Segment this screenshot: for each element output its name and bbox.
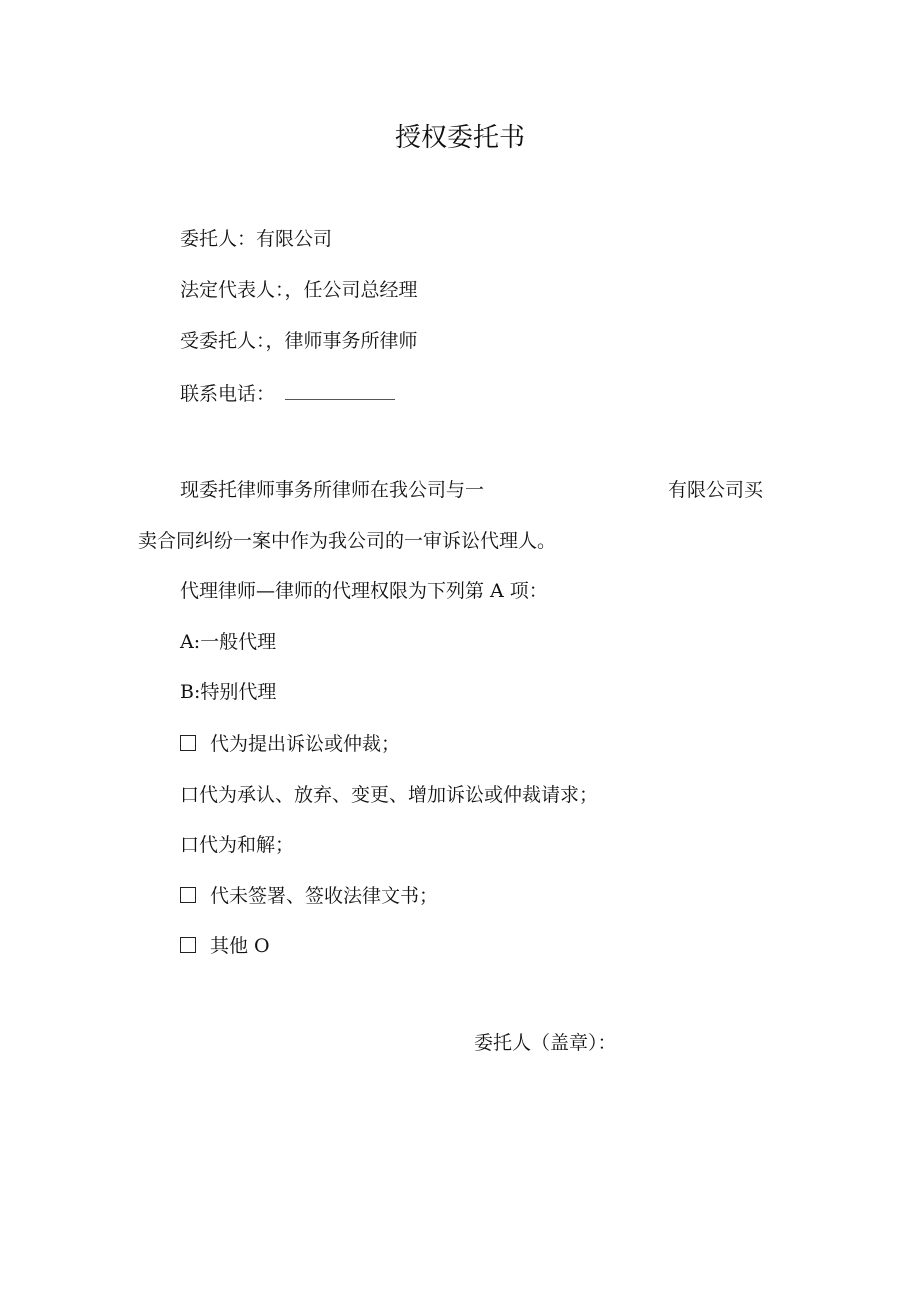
list-item bbox=[180, 934, 270, 958]
list-item: 口代为承认、放弃、变更、增加诉讼或仲裁请求； bbox=[180, 784, 599, 806]
paragraph-1-part-2: 有限公司买 bbox=[668, 479, 764, 501]
option-b: B:特别代理 bbox=[180, 681, 277, 703]
signature-line: 委托人（盖章）： bbox=[474, 1032, 617, 1054]
document-title: 授权委托书 bbox=[394, 123, 525, 153]
authority-paragraph: 代理律师—律师的代理权限为下列第 A 项： bbox=[180, 580, 548, 602]
phone-label: 联系电话： bbox=[180, 383, 276, 405]
list-item: 口代为和解； bbox=[180, 834, 295, 856]
paragraph-1-part-1: 现委托律师事务所律师在我公司与一 bbox=[180, 479, 485, 501]
checkbox-icon bbox=[180, 735, 196, 751]
checkbox-icon bbox=[180, 887, 196, 903]
list-item bbox=[180, 884, 438, 908]
legal-rep-line: 法定代表人：，任公司总经理 bbox=[180, 279, 418, 301]
option-a: A:一般代理 bbox=[180, 631, 277, 653]
agent-line: 受委托人：，律师事务所律师 bbox=[180, 330, 418, 352]
checkbox-icon bbox=[180, 937, 196, 953]
paragraph-1-line-2: 卖合同纠纷一案中作为我公司的一审诉讼代理人。 bbox=[138, 530, 557, 552]
list-item-text: 代未签署、签收法律文书； bbox=[210, 885, 439, 907]
list-item-text: 其他 O bbox=[210, 935, 270, 957]
client-line: 委托人：有限公司 bbox=[180, 228, 333, 250]
list-item-text: 代为提出诉讼或仲裁； bbox=[210, 733, 401, 755]
phone-line bbox=[180, 381, 395, 406]
list-item bbox=[180, 732, 400, 756]
phone-blank bbox=[285, 381, 395, 400]
